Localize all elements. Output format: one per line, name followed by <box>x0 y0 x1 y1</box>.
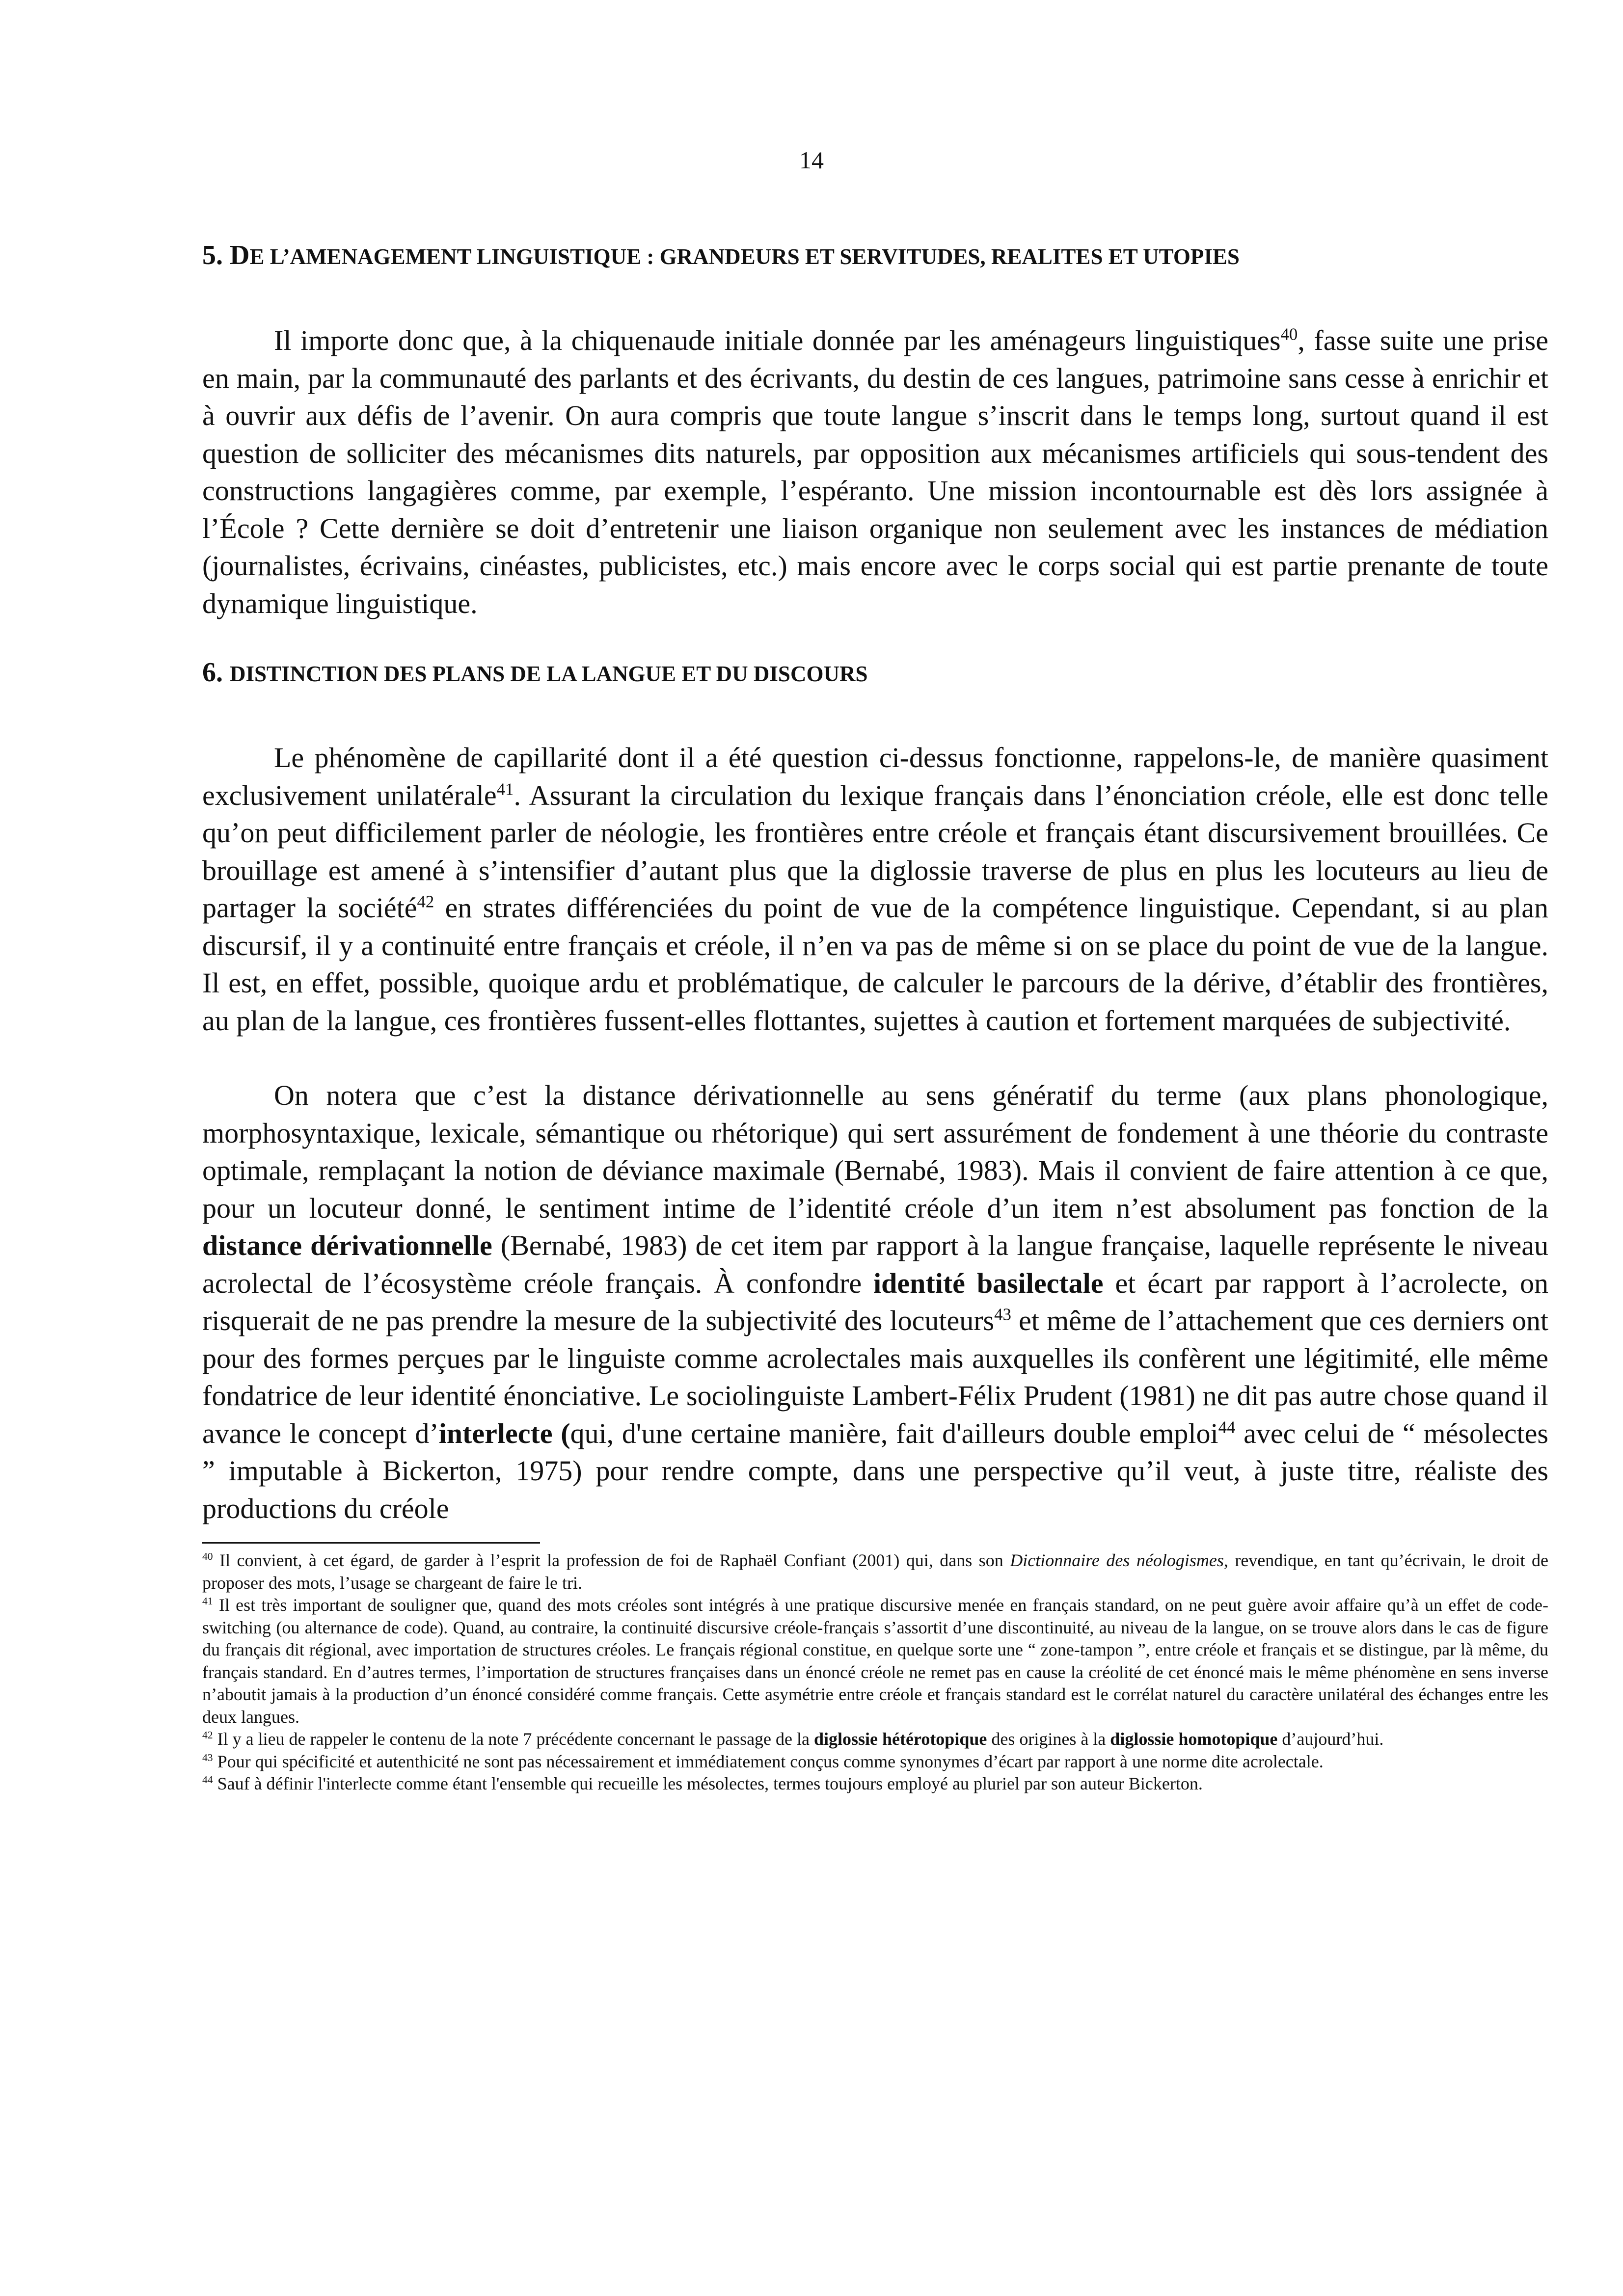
page-number: 14 <box>799 146 824 174</box>
footnote-mark-41: 41 <box>202 1595 213 1607</box>
text-run: Il importe donc que, à la chiquenaude initiale donnée par les aménageurs linguistiques <box>274 324 1281 356</box>
text-run: qui, d'une certaine manière, fait d'ailleurs double emploi <box>570 1417 1218 1449</box>
text-run: d’aujourd’hui. <box>1277 1729 1384 1749</box>
bold-term-identite-basilectale: identité basilectale <box>873 1267 1104 1299</box>
footnote-separator <box>202 1542 540 1544</box>
text-run: , revendique, en tant qu’écrivain, le droit de proposer des mots, l’usage se chargeant de faire le tri. <box>202 1550 1548 1593</box>
text-run: Le phénomène de capillarité dont il a été question ci-dessus fonctionne, rappelons-le, de manière quasiment exclusivement unilatérale <box>202 742 1548 811</box>
footnote-44 <box>202 1773 1548 1795</box>
page-content <box>202 238 1548 1795</box>
footnote-42 <box>202 1728 1548 1751</box>
text-run: . Assurant la circulation du lexique français dans l’énonciation créole, elle est donc telle qu’on peut difficilement parler de néologie, les frontières entre créole et français étant discursivement brouillées. Ce brouillage est amené à s’intensifier d’autant plus que la diglossie traverse de plus en plus les locuteurs au lieu de partager la société <box>202 779 1548 924</box>
section-6-paragraph-2 <box>202 1077 1548 1527</box>
text-run: Il y a lieu de rappeler le contenu de la note 7 précédente concernant le passage de la <box>213 1729 814 1749</box>
text-run: des origines à la <box>987 1729 1110 1749</box>
section-6-heading <box>202 655 1548 692</box>
text-run: Sauf à définir l'interlecte comme étant l'ensemble qui recueille les mésolectes, termes toujours employé au pluriel par son auteur Bickerton. <box>213 1774 1203 1793</box>
footnote-mark-44: 44 <box>202 1774 213 1786</box>
italic-title: Dictionnaire des néologismes <box>1010 1550 1224 1570</box>
section-5-title-initial: D <box>230 240 250 270</box>
footnote-ref-43[interactable]: 43 <box>994 1305 1011 1324</box>
text-run: (Bernabé, 1983) de cet item par rapport à la langue française, laquelle représente le niveau acrolectal de l’écosystème créole français. À confondre <box>202 1229 1549 1299</box>
section-5-heading <box>202 238 1548 275</box>
footnote-mark-43: 43 <box>202 1751 213 1763</box>
text-run: et écart par rapport à l’acrolecte, on risquerait de ne pas prendre la mesure de la subjectivité des locuteurs <box>202 1267 1548 1336</box>
section-6-number: 6. <box>202 657 230 688</box>
bold-term-diglossie-homotopique: diglossie homotopique <box>1110 1729 1278 1749</box>
footnote-41 <box>202 1594 1548 1728</box>
text-run: avec celui de “ mésolectes ” imputable à Bickerton, 1975) pour rendre compte, dans une perspective qu’il veut, à juste titre, réaliste des productions du créole <box>202 1417 1548 1524</box>
footnote-mark-40: 40 <box>202 1550 213 1562</box>
footnote-ref-40[interactable]: 40 <box>1280 324 1298 344</box>
text-run: Il est très important de souligner que, quand des mots créoles sont intégrés à une pratique discursive menée en français standard, on ne peut guère avoir affaire qu’à un effet de code-switching (ou alternance de code). Quand, au contraire, la continuité discursive créole-français s’assortit d’une discontinuité, au niveau de la langue, on se trouve alors dans le cas de figure du français dit régional, avec importation de structures créoles. Le français régional constitue, en quelque sorte une “ zone-tampon ”, entre créole et français et se distingue, par là même, du français standard. En d’autres termes, l’importation de structures françaises dans un énoncé créole ne remet pas en cause la créolité de cet énoncé mais le même phénomène en sens inverse n’aboutit jamais à la production d’un énoncé considéré comme français. Cette asymétrie entre créole et français standard est le corrélat naturel du caractère unilatéral des échanges entre les deux langues. <box>202 1595 1548 1727</box>
text-run: Pour qui spécificité et autenthicité ne sont pas nécessairement et immédiatement conçus comme synonymes d’écart par rapport à une norme dite acrolectale. <box>213 1751 1324 1771</box>
section-5-title: E L’AMENAGEMENT LINGUISTIQUE : GRANDEURS ET SERVITUDES, REALITES ET UTOPIES <box>249 244 1240 269</box>
section-5-number: 5. <box>202 240 230 270</box>
footnote-mark-42: 42 <box>202 1729 213 1741</box>
text-run: et même de l’attachement que ces derniers ont pour des formes perçues par le linguiste comme acrolectales mais auxquelles ils confèrent une légitimité, elle même fondatrice de leur identité énonciative. Le sociolinguiste Lambert-Félix Prudent (1981) ne dit pas autre chose quand il avance le concept d’ <box>202 1305 1548 1449</box>
bold-term-interlecte: interlecte ( <box>438 1417 570 1449</box>
bold-term-distance-derivationnelle: distance dérivationnelle <box>202 1229 492 1261</box>
footnote-40 <box>202 1549 1548 1594</box>
section-6-title: DISTINCTION DES PLANS DE LA LANGUE ET DU DISCOURS <box>230 662 868 686</box>
footnote-ref-41[interactable]: 41 <box>496 779 514 799</box>
text-run: On notera que c’est la distance dérivationnelle au sens génératif du terme (aux plans phonologique, morphosyntaxique, lexicale, sémantique ou rhétorique) qui sert assurément de fondement à une théorie du contraste optimale, remplaçant la notion de déviance maximale (Bernabé, 1983). Mais il convient de faire attention à ce que, pour un locuteur donné, le sentiment intime de l’identité créole d’un item n’est absolument pas fonction de la <box>202 1079 1548 1224</box>
footnotes <box>202 1549 1548 1795</box>
text-run: , fasse suite une prise en main, par la communauté des parlants et des écrivants, du destin de ces langues, patrimoine sans cesse à enrichir et à ouvrir aux défis de l’avenir. On aura compris que toute langue s’inscrit dans le temps long, surtout quand il est question de solliciter des mécanismes dits naturels, par opposition aux mécanismes artificiels qui sous-tendent des constructions langagières comme, par exemple, l’espéranto. Une mission incontournable est dès lors assignée à l’École ? Cette dernière se doit d’entretenir une liaison organique non seulement avec les instances de médiation (journalistes, écrivains, cinéastes, publicistes, etc.) mais encore avec le corps social qui est partie prenante de toute dynamique linguistique. <box>202 324 1548 619</box>
section-5-paragraph <box>202 322 1548 622</box>
text-run: Il convient, à cet égard, de garder à l’esprit la profession de foi de Raphaël Confiant (2001) qui, dans son <box>213 1550 1010 1570</box>
text-run: en strates différenciées du point de vue de la compétence linguistique. Cependant, si au plan discursif, il y a continuité entre français et créole, il n’en va pas de même si on se place du point de vue de la langue. Il est, en effet, possible, quoique ardu et problématique, de calculer le parcours de la dérive, d’établir des frontières, au plan de la langue, ces frontières fussent-elles flottantes, sujettes à caution et fortement marquées de subjectivité. <box>202 892 1548 1037</box>
section-6-paragraph-1 <box>202 739 1548 1040</box>
footnote-ref-44[interactable]: 44 <box>1218 1417 1236 1437</box>
footnote-43 <box>202 1751 1548 1773</box>
bold-term-diglossie-heterotopique: diglossie hétérotopique <box>814 1729 987 1749</box>
footnote-ref-42[interactable]: 42 <box>417 892 434 911</box>
